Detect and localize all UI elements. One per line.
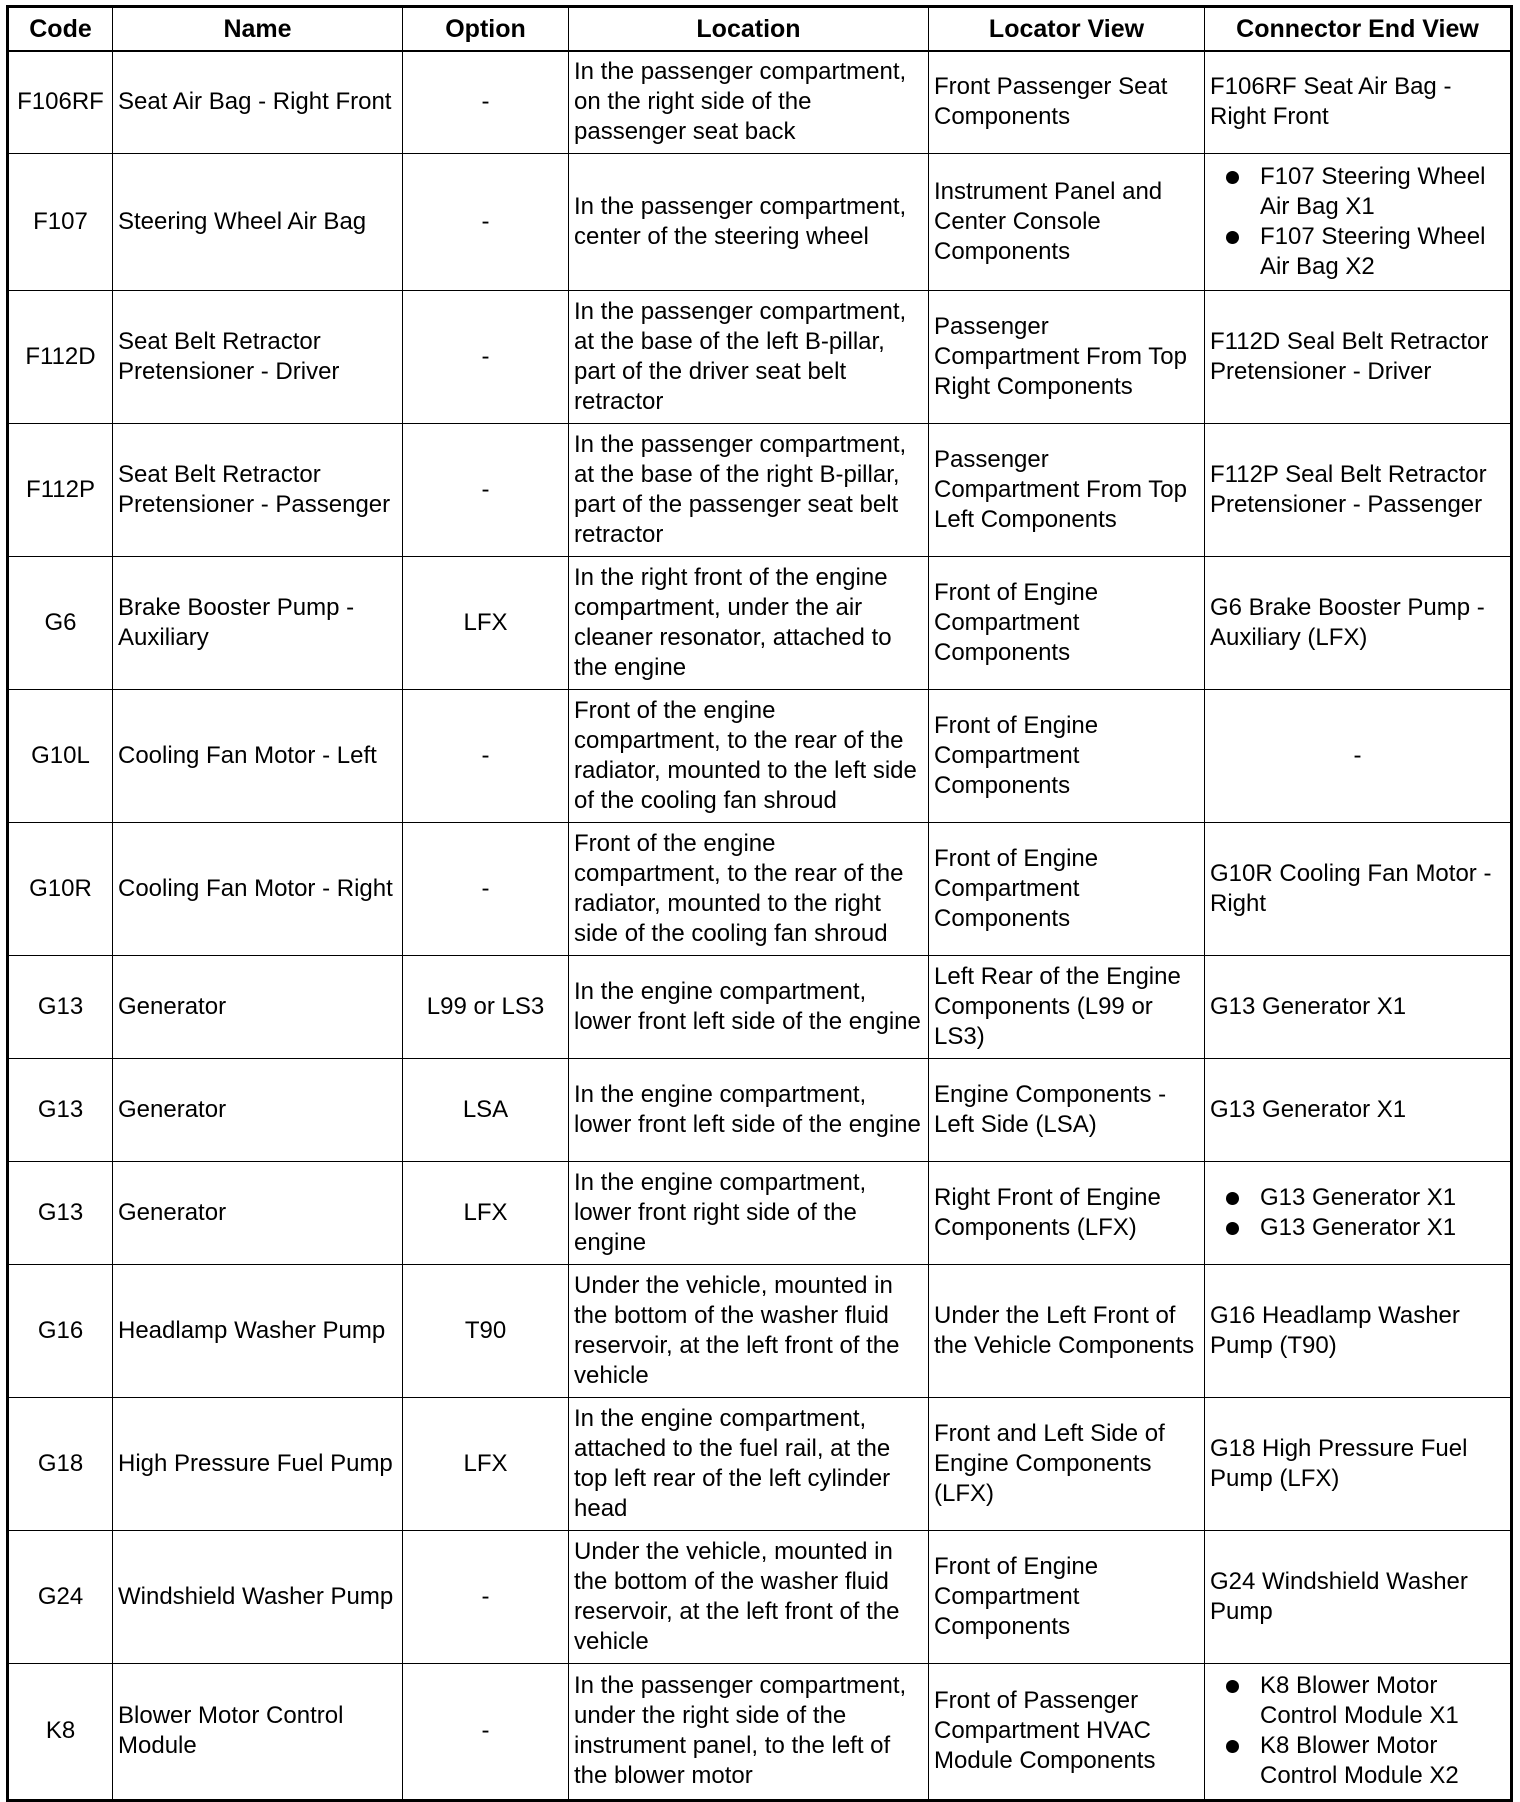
cell-option: - bbox=[403, 51, 569, 153]
connector-text: G13 Generator X1 bbox=[1210, 992, 1407, 1020]
cell-option: L99 or LS3 bbox=[403, 955, 569, 1058]
cell-name: Generator bbox=[113, 1058, 403, 1161]
cell-name: Generator bbox=[113, 1161, 403, 1264]
cell-option: - bbox=[403, 423, 569, 556]
cell-name: Seat Belt Retractor Pretensioner - Passenger bbox=[113, 423, 403, 556]
cell-location: Front of the engine compartment, to the rear of the radiator, mounted to the left side of the cooling fan shroud bbox=[569, 689, 929, 822]
cell-locator-view: Instrument Panel and Center Console Components bbox=[929, 153, 1205, 290]
cell-code: G6 bbox=[8, 556, 113, 689]
cell-connector-end-view bbox=[1205, 290, 1512, 423]
cell-code: G18 bbox=[8, 1397, 113, 1530]
connector-text: G13 Generator X1 bbox=[1210, 1095, 1407, 1123]
cell-locator-view: Right Front of Engine Components (LFX) bbox=[929, 1161, 1205, 1264]
cell-option: LFX bbox=[403, 1397, 569, 1530]
component-locator-table bbox=[6, 5, 1513, 1802]
cell-option: T90 bbox=[403, 1264, 569, 1397]
cell-connector-end-view bbox=[1205, 153, 1512, 290]
cell-name: Windshield Washer Pump bbox=[113, 1530, 403, 1663]
header-connector-end-view: Connector End View bbox=[1205, 7, 1512, 52]
cell-option: - bbox=[403, 1663, 569, 1800]
connector-text: K8 Blower Motor Control Module X2 bbox=[1260, 1732, 1459, 1789]
cell-locator-view: Front Passenger Seat Components bbox=[929, 51, 1205, 153]
cell-location: Front of the engine compartment, to the rear of the radiator, mounted to the right side of the cooling fan shroud bbox=[569, 822, 929, 955]
cell-connector-end-view bbox=[1205, 1663, 1512, 1800]
cell-name: Cooling Fan Motor - Left bbox=[113, 689, 403, 822]
cell-code: G16 bbox=[8, 1264, 113, 1397]
cell-name: Brake Booster Pump - Auxiliary bbox=[113, 556, 403, 689]
table-row bbox=[8, 1663, 1512, 1800]
cell-connector-end-view bbox=[1205, 423, 1512, 556]
table-row bbox=[8, 556, 1512, 689]
header-row bbox=[8, 7, 1512, 52]
cell-option: - bbox=[403, 1530, 569, 1663]
header-location: Location bbox=[569, 7, 929, 52]
cell-location: In the passenger compartment, at the base of the left B-pillar, part of the driver seat belt retractor bbox=[569, 290, 929, 423]
connector-text: F112D Seal Belt Retractor Pretensioner - Driver bbox=[1210, 327, 1489, 385]
cell-option: - bbox=[403, 153, 569, 290]
table-row bbox=[8, 1058, 1512, 1161]
cell-locator-view: Engine Components - Left Side (LSA) bbox=[929, 1058, 1205, 1161]
connector-text: K8 Blower Motor Control Module X1 bbox=[1260, 1672, 1459, 1729]
cell-code: G13 bbox=[8, 1058, 113, 1161]
cell-code: G10L bbox=[8, 689, 113, 822]
header-locator-view: Locator View bbox=[929, 7, 1205, 52]
cell-name: Headlamp Washer Pump bbox=[113, 1264, 403, 1397]
cell-location: In the engine compartment, attached to the fuel rail, at the top left rear of the left cylinder head bbox=[569, 1397, 929, 1530]
cell-location: In the passenger compartment, center of the steering wheel bbox=[569, 153, 929, 290]
cell-code: G13 bbox=[8, 1161, 113, 1264]
cell-locator-view: Front of Engine Compartment Components bbox=[929, 556, 1205, 689]
cell-locator-view: Left Rear of the Engine Components (L99 or LS3) bbox=[929, 955, 1205, 1058]
cell-code: F106RF bbox=[8, 51, 113, 153]
cell-connector-end-view bbox=[1205, 822, 1512, 955]
cell-connector-end-view bbox=[1205, 556, 1512, 689]
connector-text: G16 Headlamp Washer Pump (T90) bbox=[1210, 1301, 1460, 1359]
cell-location: In the passenger compartment, on the right side of the passenger seat back bbox=[569, 51, 929, 153]
connector-text: F112P Seal Belt Retractor Pretensioner - Passenger bbox=[1210, 460, 1487, 518]
cell-option: LSA bbox=[403, 1058, 569, 1161]
connector-list bbox=[1210, 1671, 1505, 1791]
cell-name: Seat Belt Retractor Pretensioner - Driver bbox=[113, 290, 403, 423]
cell-name: Cooling Fan Motor - Right bbox=[113, 822, 403, 955]
table-row bbox=[8, 51, 1512, 153]
cell-code: F112D bbox=[8, 290, 113, 423]
cell-location: In the right front of the engine compartment, under the air cleaner resonator, attached to the engine bbox=[569, 556, 929, 689]
table-row bbox=[8, 290, 1512, 423]
table-row bbox=[8, 423, 1512, 556]
bullet-icon bbox=[1226, 1680, 1239, 1693]
connector-text: G13 Generator X1 bbox=[1260, 1183, 1457, 1211]
table-row bbox=[8, 822, 1512, 955]
cell-locator-view: Front of Engine Compartment Components bbox=[929, 689, 1205, 822]
cell-locator-view: Front of Engine Compartment Components bbox=[929, 1530, 1205, 1663]
cell-locator-view: Passenger Compartment From Top Left Components bbox=[929, 423, 1205, 556]
table-row bbox=[8, 1161, 1512, 1264]
cell-option: - bbox=[403, 290, 569, 423]
cell-connector-end-view bbox=[1205, 1530, 1512, 1663]
cell-name: Generator bbox=[113, 955, 403, 1058]
bullet-icon bbox=[1226, 1192, 1239, 1205]
connector-text: - bbox=[1353, 741, 1362, 769]
cell-location: In the passenger compartment, under the right side of the instrument panel, to the left of the blower motor bbox=[569, 1663, 929, 1800]
table-row bbox=[8, 153, 1512, 290]
table-row bbox=[8, 1264, 1512, 1397]
cell-location: In the engine compartment, lower front left side of the engine bbox=[569, 1058, 929, 1161]
cell-code: F112P bbox=[8, 423, 113, 556]
cell-code: K8 bbox=[8, 1663, 113, 1800]
cell-name: Blower Motor Control Module bbox=[113, 1663, 403, 1800]
cell-locator-view: Front of Passenger Compartment HVAC Module Components bbox=[929, 1663, 1205, 1800]
connector-list-item bbox=[1260, 1731, 1505, 1791]
connector-list bbox=[1210, 162, 1505, 282]
cell-locator-view: Under the Left Front of the Vehicle Components bbox=[929, 1264, 1205, 1397]
connector-text: G24 Windshield Washer Pump bbox=[1210, 1567, 1468, 1625]
cell-code: G24 bbox=[8, 1530, 113, 1663]
bullet-icon bbox=[1226, 1740, 1239, 1753]
cell-name: Seat Air Bag - Right Front bbox=[113, 51, 403, 153]
bullet-icon bbox=[1226, 1222, 1239, 1235]
connector-list-item bbox=[1260, 1213, 1505, 1243]
cell-locator-view: Front of Engine Compartment Components bbox=[929, 822, 1205, 955]
cell-option: LFX bbox=[403, 1161, 569, 1264]
cell-location: Under the vehicle, mounted in the bottom of the washer fluid reservoir, at the left front of the vehicle bbox=[569, 1530, 929, 1663]
cell-code: F107 bbox=[8, 153, 113, 290]
header-code: Code bbox=[8, 7, 113, 52]
cell-option: LFX bbox=[403, 556, 569, 689]
cell-locator-view: Front and Left Side of Engine Components (LFX) bbox=[929, 1397, 1205, 1530]
cell-location: Under the vehicle, mounted in the bottom of the washer fluid reservoir, at the left front of the vehicle bbox=[569, 1264, 929, 1397]
connector-text: G13 Generator X1 bbox=[1260, 1213, 1457, 1241]
cell-location: In the engine compartment, lower front left side of the engine bbox=[569, 955, 929, 1058]
connector-list-item bbox=[1260, 1183, 1505, 1213]
table-row bbox=[8, 955, 1512, 1058]
table-row bbox=[8, 1530, 1512, 1663]
connector-text: G6 Brake Booster Pump - Auxiliary (LFX) bbox=[1210, 593, 1485, 651]
cell-name: Steering Wheel Air Bag bbox=[113, 153, 403, 290]
cell-connector-end-view bbox=[1205, 1397, 1512, 1530]
cell-locator-view: Passenger Compartment From Top Right Components bbox=[929, 290, 1205, 423]
connector-list bbox=[1210, 1183, 1505, 1243]
cell-connector-end-view bbox=[1205, 689, 1512, 822]
connector-text: F106RF Seat Air Bag - Right Front bbox=[1210, 73, 1452, 131]
connector-text: F107 Steering Wheel Air Bag X1 bbox=[1260, 162, 1486, 220]
header-option: Option bbox=[403, 7, 569, 52]
cell-location: In the passenger compartment, at the base of the right B-pillar, part of the passenger seat belt retractor bbox=[569, 423, 929, 556]
connector-list-item bbox=[1260, 162, 1505, 222]
cell-code: G10R bbox=[8, 822, 113, 955]
connector-text: G18 High Pressure Fuel Pump (LFX) bbox=[1210, 1434, 1468, 1492]
header-name: Name bbox=[113, 7, 403, 52]
table-body bbox=[8, 51, 1512, 1800]
cell-option: - bbox=[403, 689, 569, 822]
cell-connector-end-view bbox=[1205, 1264, 1512, 1397]
connector-list-item bbox=[1260, 222, 1505, 282]
cell-connector-end-view bbox=[1205, 1161, 1512, 1264]
connector-list-item bbox=[1260, 1671, 1505, 1731]
cell-option: - bbox=[403, 822, 569, 955]
bullet-icon bbox=[1226, 171, 1239, 184]
cell-location: In the engine compartment, lower front right side of the engine bbox=[569, 1161, 929, 1264]
table-row bbox=[8, 1397, 1512, 1530]
cell-code: G13 bbox=[8, 955, 113, 1058]
cell-connector-end-view bbox=[1205, 1058, 1512, 1161]
table-row bbox=[8, 689, 1512, 822]
cell-connector-end-view bbox=[1205, 955, 1512, 1058]
connector-text: G10R Cooling Fan Motor - Right bbox=[1210, 859, 1492, 917]
cell-name: High Pressure Fuel Pump bbox=[113, 1397, 403, 1530]
cell-connector-end-view bbox=[1205, 51, 1512, 153]
connector-text: F107 Steering Wheel Air Bag X2 bbox=[1260, 222, 1486, 280]
bullet-icon bbox=[1226, 231, 1239, 244]
